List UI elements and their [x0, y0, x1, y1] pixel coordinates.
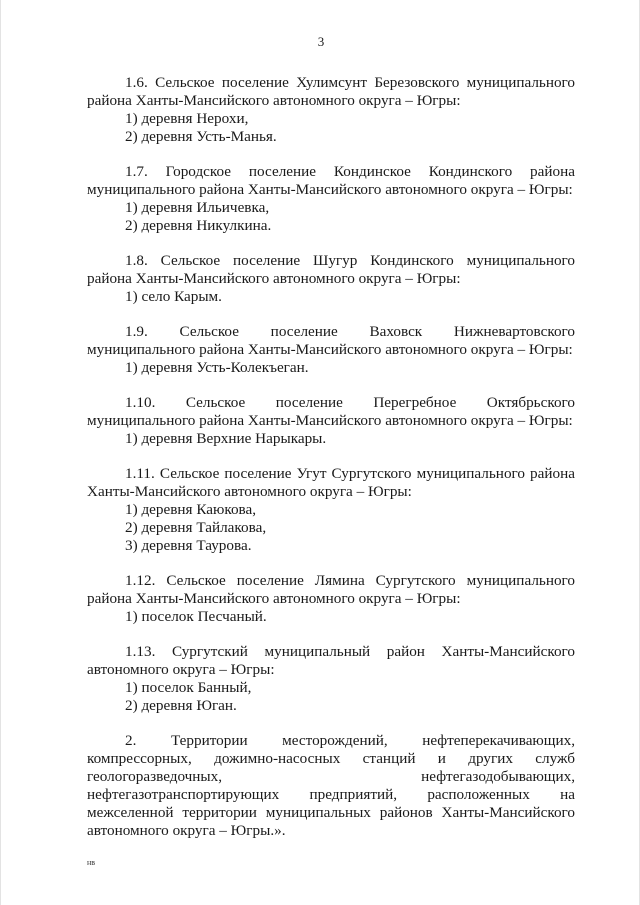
list-item: 1) деревня Усть-Колекъеган. — [125, 359, 309, 376]
section-heading: 1.13. Сургутский муниципальный район Ханты-Мансийского автономного округа – Югры: — [87, 643, 575, 678]
list-item: 2) деревня Усть-Манья. — [125, 128, 277, 145]
list-item: 1) деревня Нерохи, — [125, 110, 249, 127]
section-1-6 — [87, 74, 575, 146]
section-heading: 1.6. Сельское поселение Хулимсунт Березовского муниципального района Ханты-Мансийского автономного округа – Югры: — [87, 74, 575, 109]
closing-paragraph: 2. Территории месторождений, нефтеперекачивающих, компрессорных, дожимно-насосных станций и других служб геологоразведочных, нефтегазодобывающих, нефтегазотранспортирующих предприятий, расположенных на межселенной территории муниципальных районов Ханты-Мансийского автономного округа – Югры.». — [87, 732, 575, 839]
list-item: 1) село Карым. — [125, 288, 222, 305]
document-body — [87, 74, 575, 840]
list-item: 2) деревня Тайлакова, — [125, 519, 267, 536]
list-item: 2) деревня Юган. — [125, 697, 237, 714]
list-item: 2) деревня Никулкина. — [125, 217, 272, 234]
list-item: 1) деревня Ильичевка, — [125, 199, 270, 216]
page-number: 3 — [317, 34, 325, 49]
list-item: 3) деревня Таурова. — [125, 537, 252, 554]
list-item: 1) деревня Верхние Нарыкары. — [125, 430, 327, 447]
section-1-7 — [87, 163, 575, 235]
section-1-9 — [87, 323, 575, 377]
section-heading: 1.7. Городское поселение Кондинское Кондинского района муниципального района Ханты-Мансийского автономного округа – Югры: — [87, 163, 575, 198]
section-heading: 1.8. Сельское поселение Шугур Кондинского муниципального района Ханты-Мансийского автономного округа – Югры: — [87, 252, 575, 287]
section-1-12 — [87, 572, 575, 626]
list-item: 1) поселок Банный, — [125, 679, 252, 696]
section-heading: 1.9. Сельское поселение Ваховск Нижневартовского муниципального района Ханты-Мансийского автономного округа – Югры: — [87, 323, 575, 358]
footer-initials: нв — [87, 858, 96, 867]
section-1-11 — [87, 465, 575, 555]
section-1-10 — [87, 394, 575, 448]
section-heading: 1.12. Сельское поселение Лямина Сургутского муниципального района Ханты-Мансийского автономного округа – Югры: — [87, 572, 575, 607]
section-heading: 1.10. Сельское поселение Перегребное Октябрьского муниципального района Ханты-Мансийского автономного округа – Югры: — [87, 394, 575, 429]
section-heading: 1.11. Сельское поселение Угут Сургутского муниципального района Ханты-Мансийского автономного округа – Югры: — [87, 465, 575, 500]
section-1-13 — [87, 643, 575, 715]
section-1-8 — [87, 252, 575, 306]
list-item: 1) деревня Каюкова, — [125, 501, 257, 518]
list-item: 1) поселок Песчаный. — [125, 608, 267, 625]
